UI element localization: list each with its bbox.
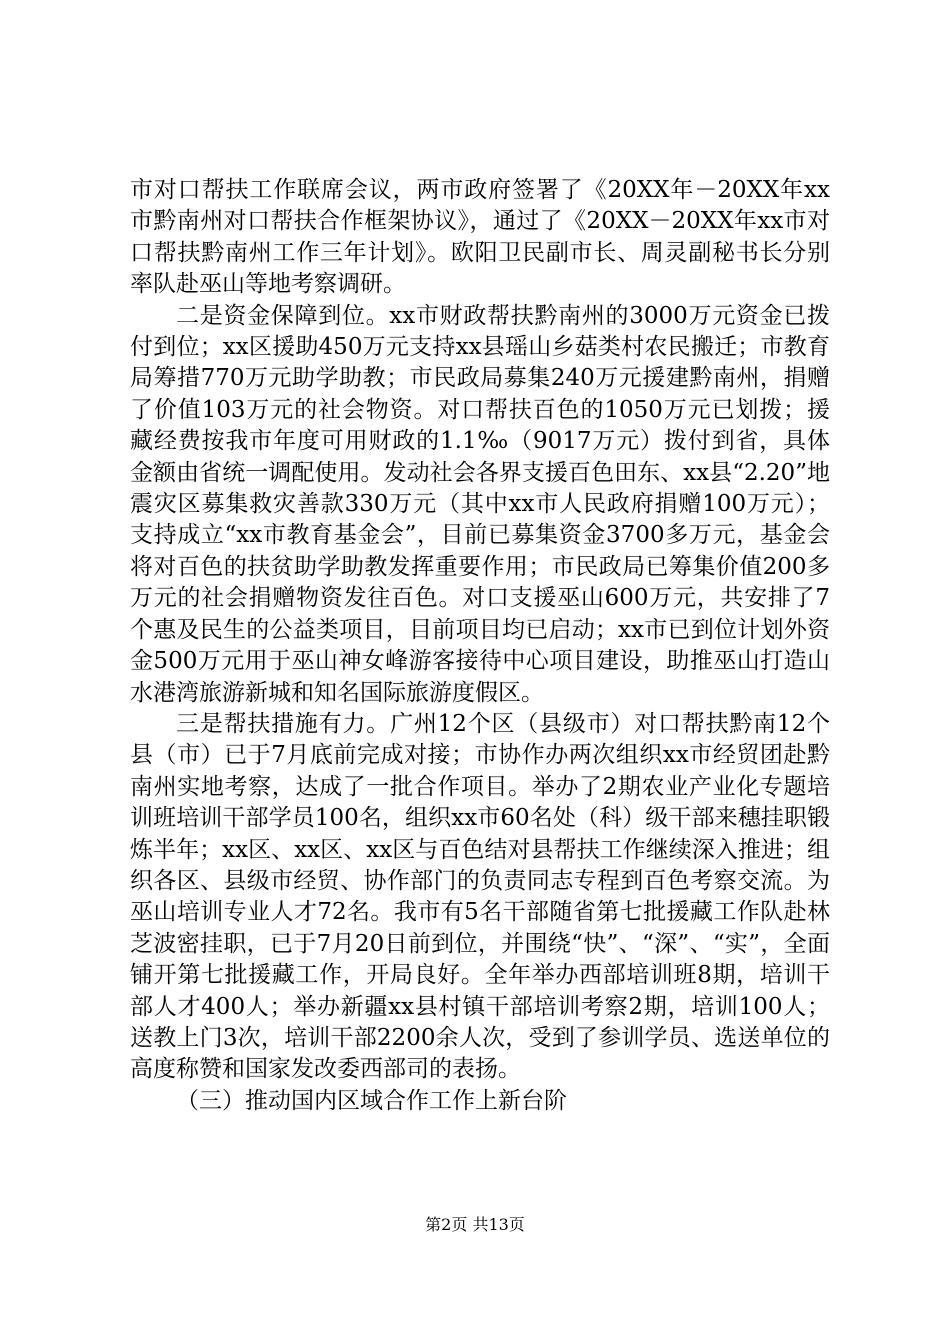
page-number: 第2页 共13页	[425, 1215, 525, 1234]
paragraph-measures: 三是帮扶措施有力。广州12个区（县级市）对口帮扶黔南12个县（市）已于7月底前完成对接；市协作办两次组织xx市经贸团赴黔南州实地考察，达成了一批合作项目。举办了2期农业产业化专题培训班培训干部学员100名，组织xx市60名处（科）级干部来穗挂职锻炼半年；xx区、xx区、xx区与百色结对县帮扶工作继续深入推进；组织各区、县级市经贸、协作部门的负责同志专程到百色考察交流。为巫山培训专业人才72名。我市有5名干部随省第七批援藏工作队赴林芝波密挂职，已于7月20日前到位，并围绕“快”、“深”、“实”，全面铺开第七批援藏工作，开局良好。全年举办西部培训班8期，培训干部人才400人；举办新疆xx县村镇干部培训考察2期，培训100人；送教上门3次，培训干部2200余人次，受到了参训学员、选送单位的高度称赞和国家发改委西部司的表扬。	[130, 710, 830, 1083]
section-heading: （三）推动国内区域合作工作上新台阶	[176, 1087, 567, 1114]
paragraph-funding: 二是资金保障到位。xx市财政帮扶黔南州的3000万元资金已拨付到位；xx区援助450万元支持xx县瑶山乡菇类村农民搬迁；市教育局筹措770万元助学助教；市民政局募集240万元援建黔南州，捐赠了价值103万元的社会物资。对口帮扶百色的1050万元已划拨；援藏经费按我市年度可用财政的1.1‰（9017万元）拨付到省，具体金额由省统一调配使用。发动社会各界支援百色田东、xx县“2.20”地震灾区募集救灾善款330万元（其中xx市人民政府捐赠100万元）；支持成立“xx市教育基金会”，目前已募集资金3700多万元，基金会将对百色的扶贫助学助教发挥重要作用；市民政局已筹集价值200多万元的社会捐赠物资发往百色。对口支援巫山600万元，共安排了7个惠及民生的公益类项目，目前项目均已启动；xx市已到位计划外资金500万元用于巫山神女峰游客接待中心项目建设，助推巫山打造山水港湾旅游新城和知名国际旅游度假区。	[130, 302, 830, 706]
page-footer	[0, 1215, 950, 1235]
document-body	[130, 175, 830, 1117]
paragraph-continuation: 市对口帮扶工作联席会议，两市政府签署了《20XX年－20XX年xx市黔南州对口帮扶合作框架协议》，通过了《20XX－20XX年xx市对口帮扶黔南州工作三年计划》。欧阳卫民副市长、周灵副秘书长分别率队赴巫山等地考察调研。	[130, 177, 830, 298]
